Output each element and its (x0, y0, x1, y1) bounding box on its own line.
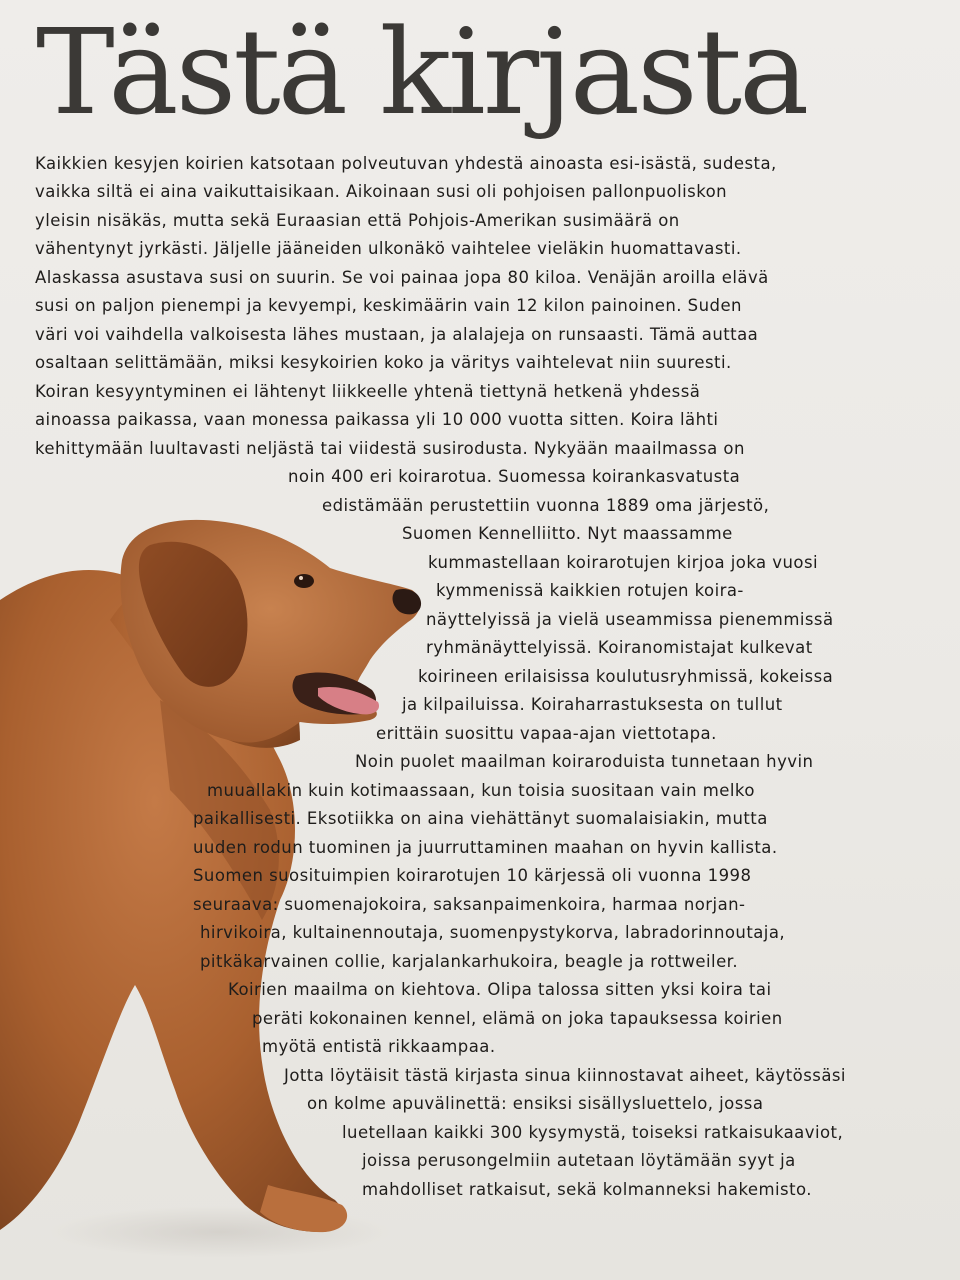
text-line: kymmenissä kaikkien rotujen koira- (436, 581, 744, 600)
text-line: Alaskassa asustava susi on suurin. Se voi painaa jopa 80 kiloa. Venäjän aroilla elävä (35, 268, 769, 287)
text-line: Noin puolet maailman koiraroduista tunnetaan hyvin (355, 752, 814, 771)
text-line: noin 400 eri koirarotua. Suomessa koirankasvatusta (288, 467, 741, 486)
text-line: paikallisesti. Eksotiikka on aina viehättänyt suomalaisiakin, mutta (193, 809, 768, 828)
text-line: Suomen suosituimpien koirarotujen 10 kärjessä oli vuonna 1998 (193, 866, 752, 885)
text-line: mahdolliset ratkaisut, sekä kolmanneksi hakemisto. (362, 1180, 812, 1199)
text-line: kehittymään luultavasti neljästä tai viidestä susirodusta. Nykyään maailmassa on (35, 439, 745, 458)
text-line: susi on paljon pienempi ja kevyempi, keskimäärin vain 12 kilon painoinen. Suden (35, 296, 742, 315)
text-line: muuallakin kuin kotimaassaan, kun toisia suositaan vain melko (207, 781, 755, 800)
text-line: ja kilpailuissa. Koiraharrastuksesta on tullut (402, 695, 783, 714)
text-line: edistämään perustettiin vuonna 1889 oma järjestö, (322, 496, 770, 515)
text-line: luetellaan kaikki 300 kysymystä, toiseksi ratkaisukaaviot, (342, 1123, 844, 1142)
text-line: vaikka siltä ei aina vaikuttaisikaan. Aikoinaan susi oli pohjoisen pallonpuoliskon (35, 182, 728, 201)
text-line: ryhmänäyttelyissä. Koiranomistajat kulkevat (426, 638, 813, 657)
text-line: Jotta löytäisit tästä kirjasta sinua kiinnostavat aiheet, käytössäsi (284, 1066, 846, 1085)
text-line: joissa perusongelmiin autetaan löytämään syyt ja (362, 1151, 796, 1170)
text-line: osaltaan selittämään, miksi kesykoirien koko ja väritys vaihtelevat niin suuresti. (35, 353, 732, 372)
text-line: Koirien maailma on kiehtova. Olipa talossa sitten yksi koira tai (228, 980, 772, 999)
text-line: ainoassa paikassa, vaan monessa paikassa yli 10 000 vuotta sitten. Koira lähti (35, 410, 719, 429)
text-line: myötä entistä rikkaampaa. (262, 1037, 496, 1056)
text-line: koirineen erilaisissa koulutusryhmissä, kokeissa (418, 667, 834, 686)
text-line: näyttelyissä ja vielä useammissa pienemmissä (426, 610, 834, 629)
text-line: pitkäkarvainen collie, karjalankarhukoira, beagle ja rottweiler. (200, 952, 739, 971)
text-line: Kaikkien kesyjen koirien katsotaan polveutuvan yhdestä ainoasta esi-isästä, sudesta, (35, 154, 777, 173)
text-line: Koiran kesyyntyminen ei lähtenyt liikkeelle yhtenä tiettynä hetkenä yhdessä (35, 382, 701, 401)
text-line: erittäin suosittu vapaa-ajan viettotapa. (376, 724, 717, 743)
text-line: yleisin nisäkäs, mutta sekä Euraasian että Pohjois-Amerikan susimäärä on (35, 211, 680, 230)
text-line: peräti kokonainen kennel, elämä on joka tapauksessa koirien (252, 1009, 783, 1028)
text-line: on kolme apuvälinettä: ensiksi sisällysluettelo, jossa (307, 1094, 764, 1113)
text-line: uuden rodun tuominen ja juurruttaminen maahan on hyvin kallista. (193, 838, 778, 857)
text-line: kummastellaan koirarotujen kirjoa joka vuosi (428, 553, 819, 572)
text-line: väri voi vaihdella valkoisesta lähes mustaan, ja alalajeja on runsaasti. Tämä auttaa (35, 325, 759, 344)
text-line: seuraava: suomenajokoira, saksanpaimenkoira, harmaa norjan- (193, 895, 746, 914)
page-title: Tästä kirjasta (36, 3, 807, 141)
dog-eye (294, 574, 314, 588)
text-line: Suomen Kennelliitto. Nyt maassamme (402, 524, 733, 543)
text-line: vähentynyt jyrkästi. Jäljelle jääneiden ulkonäkö vaihtelee vieläkin huomattavasti. (35, 239, 742, 258)
text-line: hirvikoira, kultainennoutaja, suomenpystykorva, labradorinnoutaja, (200, 923, 786, 942)
